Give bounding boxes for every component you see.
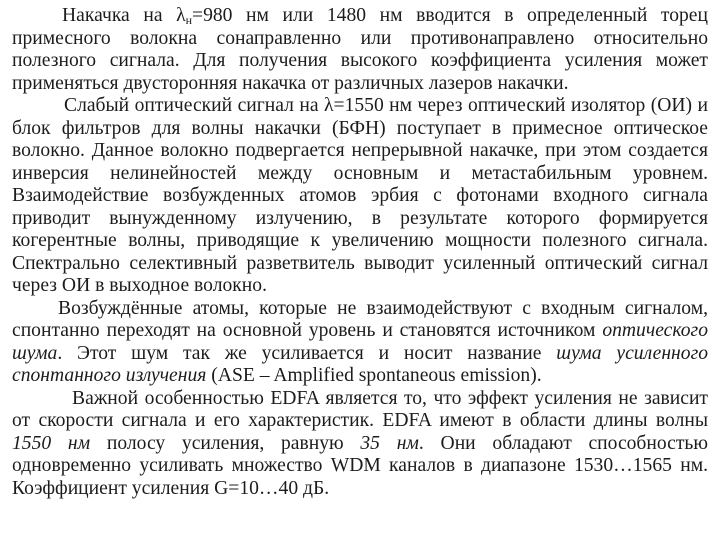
text-run: Возбуждённые атомы, которые не взаимодействуют с входным сигналом, спонтанно переходят на основной уровень и становятся источником xyxy=(12,297,708,341)
subscript-n: н xyxy=(185,13,193,27)
text-run: . Они обладают способностью одновременно усиливать множество WDM каналов в диапазоне 1530…1565 нм. Коэффициент усиления G=10…40 дБ. xyxy=(12,432,709,499)
text-run: . Этот шум так же усиливается и носит название xyxy=(57,342,557,364)
paragraph-weak-signal: Слабый оптический сигнал на λ=1550 нм через оптический изолятор (ОИ) и блок фильтров для волны накачки (БФН) поступает в примесное оптическое волокно. Данное волокно подвергается непрерывной накачке, при этом создается инверсия нелинейностей между основным и метастабильным уровнем. Взаимодействие возбужденных атомов эрбия с фотонами входного сигнала приводит вынужденному излучению, в результате которого формируется когерентные волны, приводящие к увеличению мощности полезного сигнала. Спектрально селективный разветвитель выводит усиленный оптический сигнал через ОИ в выходное волокно. xyxy=(12,95,708,296)
italic-value-1550nm: 1550 нм xyxy=(12,432,91,454)
paragraph-pump-wavelength xyxy=(12,5,708,95)
text-run: полосу усиления, равную xyxy=(90,432,361,454)
text-run: =980 нм или 1480 нм вводится в определенный торец примесного волокна сонаправленно или противонаправлено относительно полезного сигнала. Для получения высокого коэффициента усиления может применяться двусторонняя накачка от различных лазеров накачки. xyxy=(12,5,708,94)
italic-term-ase: шума усиленного спонтанного излучения xyxy=(12,342,709,386)
italic-term-optical-noise: оптического шума xyxy=(12,320,708,364)
document-page xyxy=(12,5,708,500)
text-run: Накачка на λ xyxy=(62,5,186,26)
paragraph-edfa-features xyxy=(12,388,708,501)
paragraph-excited-atoms xyxy=(12,298,708,388)
text-run: (ASE – Amplified spontaneous emission). xyxy=(206,365,542,386)
italic-value-35nm: 35 нм xyxy=(360,432,419,454)
text-run: Важной особенностью EDFA является то, что эффект усиления не зависит от скорости сигнала и его характеристик. EDFA имеют в области длины волны xyxy=(12,387,708,431)
